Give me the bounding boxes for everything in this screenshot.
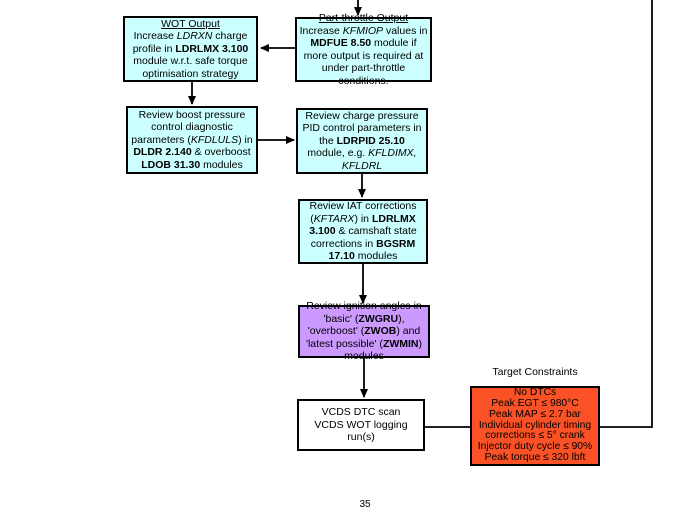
vcds-logging-box <box>297 399 425 451</box>
vcds-logging-text: VCDS DTC scan VCDS WOT logging run(s) <box>314 406 408 444</box>
wot-output-text: Increase LDRXN charge profile in LDRLMX 3.100 module w.r.t. safe torque optimisation strategy <box>132 30 249 80</box>
boost-pressure-diagnostics-text: Review boost pressure control diagnostic parameters (KFDLULS) in DLDR 2.140 & overboost LDOB 31.30 modules <box>131 108 253 171</box>
charge-pressure-pid-text: Review charge pressure PID control parameters in the LDRPID 25.10 module, e.g. KFLDIMX, KFLDRL <box>302 109 422 172</box>
iat-corrections-text: Review IAT corrections (KFTARX) in LDRLMX 3.100 & camshaft state corrections in BGSRM 17.10 modules <box>309 200 417 263</box>
target-constraints-text: No DTCs Peak EGT ≤ 980°C Peak MAP ≤ 2.7 bar Individual cylinder timing corrections ≤ 5° crank Injector duty cycle ≤ 90% Peak torque ≤ 320 lbft <box>477 386 593 464</box>
page-number: 35 <box>359 499 371 510</box>
part-throttle-output-text: Increase KFMIOP values in MDFUE 8.50 module if more output is required at under part-throttle conditions. <box>299 24 428 87</box>
iat-corrections-box <box>298 199 428 264</box>
part-throttle-output-title: Part-throttle Output <box>318 12 409 24</box>
charge-pressure-pid-box <box>296 108 428 174</box>
line-target-constraints-feedback-up <box>600 0 652 427</box>
wot-output-title: WOT Output <box>161 17 220 30</box>
ignition-angles-box <box>298 300 430 363</box>
boost-pressure-diagnostics-box <box>126 106 258 174</box>
target-constraints-label: Target Constraints <box>492 366 578 378</box>
wot-output-box <box>123 16 258 82</box>
ignition-angles-text: Review ignition angles in 'basic' (ZWGRU), 'overboost' (ZWOB) and 'latest possible' (ZWMIN) modules <box>305 300 423 363</box>
part-throttle-output-box <box>295 12 432 87</box>
target-constraints-box <box>470 386 600 466</box>
